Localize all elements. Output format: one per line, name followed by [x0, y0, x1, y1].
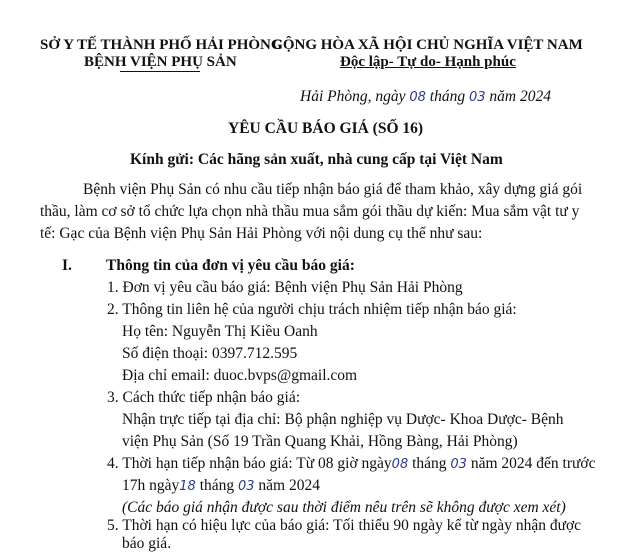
deadline-note: (Các báo giá nhận được sau thời điểm nêu trên sẽ không được xem xét): [122, 499, 566, 516]
item-4-month: 03: [450, 457, 467, 472]
agency-name: SỞ Y TẾ THÀNH PHỐ HẢI PHÒNG: [40, 37, 283, 53]
intro-line-1: Bệnh viện Phụ Sản có nhu cầu tiếp nhận báo giá để tham khảo, xây dựng giá gói: [83, 181, 583, 198]
nation-title: CỘNG HÒA XÃ HỘI CHỦ NGHĨA VIỆT NAM: [272, 37, 583, 53]
date-line: [300, 87, 551, 108]
item-4-day-2: 18: [179, 479, 196, 494]
date-month-label: tháng: [429, 88, 466, 105]
item-4-line-2: [122, 476, 320, 497]
recipient-line: Kính gửi: Các hãng sản xuất, nhà cung cấp tại Việt Nam: [130, 151, 503, 168]
item-4-text-a: 4. Thời hạn tiếp nhận báo giá: Từ 08 giờ ngày: [107, 455, 392, 472]
date-prefix: Hải Phòng, ngày: [300, 88, 406, 105]
item-4-text-f: năm 2024: [258, 477, 320, 494]
item-1: 1. Đơn vị yêu cầu báo giá: Bệnh viện Phụ Sản Hải Phòng: [107, 279, 463, 296]
contact-name: Họ tên: Nguyễn Thị Kiều Oanh: [122, 323, 318, 340]
intro-line-3: tế: Gạc của Bệnh viện Phụ Sản Hải Phòng với nội dung cụ thể như sau:: [40, 225, 483, 242]
motto: Độc lập- Tự do- Hạnh phúc: [340, 54, 516, 70]
item-3: 3. Cách thức tiếp nhận báo giá:: [107, 389, 301, 406]
contact-email: Địa chỉ email: duoc.bvps@gmail.com: [122, 367, 358, 384]
item-4-month-2: 03: [238, 479, 255, 494]
date-year: năm 2024: [489, 88, 551, 105]
date-month: 03: [468, 90, 486, 105]
item-5-line-2: báo giá.: [122, 535, 172, 552]
contact-phone: Số điện thoại: 0397.712.595: [122, 345, 298, 362]
item-4-text-b: tháng: [412, 455, 447, 472]
intro-line-2: thầu, làm cơ sở tổ chức lựa chọn nhà thầu mua sắm gói thầu dự kiến: Mua sắm vật tư y: [40, 203, 580, 220]
item-4-text-e: tháng: [199, 477, 235, 494]
item-2: 2. Thông tin liên hệ của người chịu trách nhiệm tiếp nhận báo giá:: [107, 301, 517, 318]
document-title: YÊU CẦU BÁO GIÁ (SỐ 16): [228, 120, 424, 137]
item-4-day: 08: [391, 457, 409, 472]
date-day: 08: [409, 90, 426, 105]
address-line-2: viện Phụ Sản (Số 19 Trần Quang Khải, Hồng Bàng, Hải Phòng): [122, 433, 518, 450]
hospital-underline: [120, 71, 200, 72]
section-heading: Thông tin của đơn vị yêu cầu báo giá:: [106, 257, 355, 274]
address-line-1: Nhận trực tiếp tại địa chỉ: Bộ phận nghiệp vụ Dược- Khoa Dược- Bệnh: [122, 411, 564, 428]
item-5-line-1: 5. Thời hạn có hiệu lực của báo giá: Tối thiểu 90 ngày kể từ ngày nhận được: [107, 517, 582, 534]
item-4-text-c: năm 2024 đến trước: [470, 455, 596, 472]
item-4-text-d: 17h ngày: [122, 477, 180, 494]
section-numeral: I.: [62, 257, 72, 274]
item-4-line-1: [107, 454, 595, 475]
hospital-name: BỆNH VIỆN PHỤ SẢN: [84, 54, 237, 70]
